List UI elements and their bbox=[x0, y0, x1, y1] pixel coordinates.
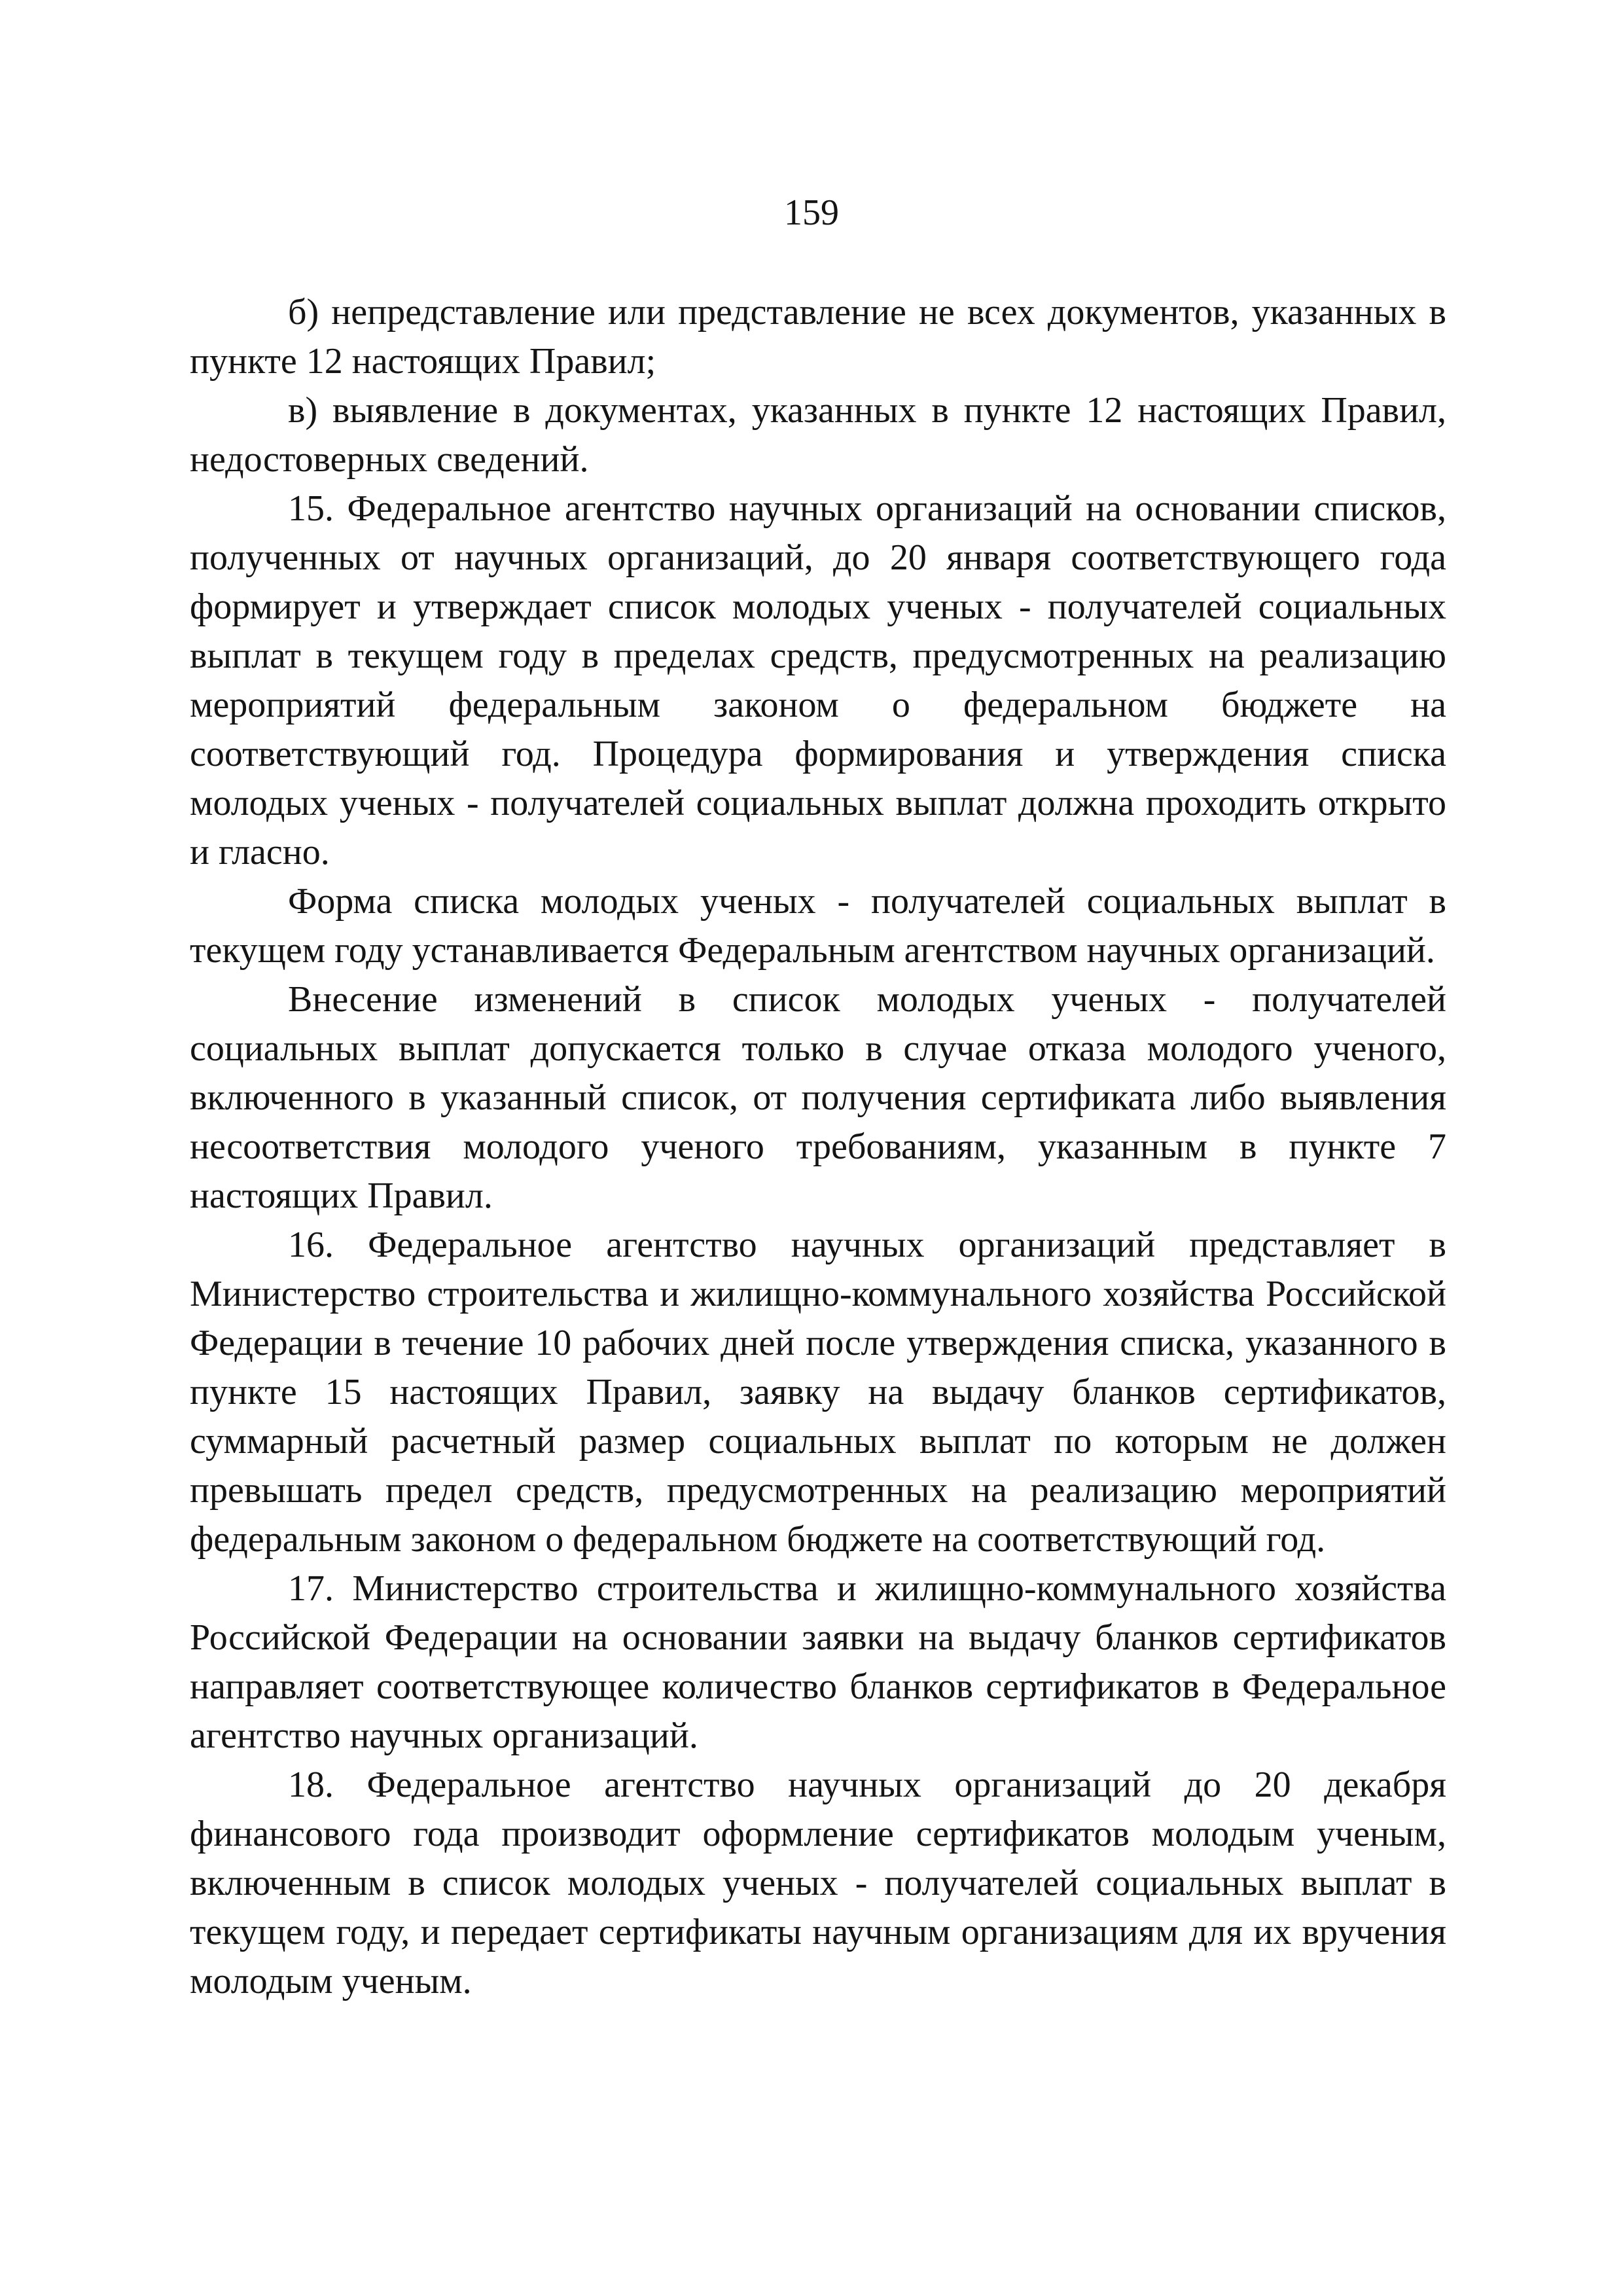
paragraph-item-v: в) выявление в документах, указанных в пункте 12 настоящих Правил, недостоверных сведений. bbox=[190, 390, 1446, 480]
page-number: 159 bbox=[784, 192, 839, 233]
paragraph-list-changes: Внесение изменений в список молодых ученых - получателей социальных выплат допускается только в случае отказа молодого ученого, включенного в указанный список, от получения сертификата либо выявления несоответствия молодого ученого требованиям, указанным в пункте 7 настоящих Правил. bbox=[190, 979, 1446, 1216]
paragraph-clause-16: 16. Федеральное агентство научных организаций представляет в Министерство строительства и жилищно-коммунального хозяйства Российской Федерации в течение 10 рабочих дней после утверждения списка, указанного в пункте 15 настоящих Правил, заявку на выдачу бланков сертификатов, суммарный расчетный размер социальных выплат по которым не должен превышать предел средств, предусмотренных на реализацию мероприятий федеральным законом о федеральном бюджете на соответствующий год. bbox=[190, 1225, 1446, 1560]
paragraph-item-b: б) непредставление или представление не всех документов, указанных в пункте 12 настоящих Правил; bbox=[190, 292, 1446, 382]
paragraph-list-form: Форма списка молодых ученых - получателей социальных выплат в текущем году устанавливается Федеральным агентством научных организаций. bbox=[190, 881, 1446, 971]
document-body bbox=[190, 288, 1446, 2006]
paragraph-clause-17: 17. Министерство строительства и жилищно-коммунального хозяйства Российской Федерации на основании заявки на выдачу бланков сертификатов направляет соответствующее количество бланков сертификатов в Федеральное агентство научных организаций. bbox=[190, 1568, 1446, 1756]
paragraph-clause-15: 15. Федеральное агентство научных организаций на основании списков, полученных от научных организаций, до 20 января соответствующего года формирует и утверждает список молодых ученых - получателей социальных выплат в текущем году в пределах средств, предусмотренных на реализацию мероприятий федеральным законом о федеральном бюджете на соответствующий год. Процедура формирования и утверждения списка молодых ученых - получателей социальных выплат должна проходить открыто и гласно. bbox=[190, 488, 1446, 872]
paragraph-clause-18: 18. Федеральное агентство научных организаций до 20 декабря финансового года производит оформление сертификатов молодым ученым, включенным в список молодых ученых - получателей социальных выплат в текущем году, и передает сертификаты научным организациям для их вручения молодым ученым. bbox=[190, 1765, 1446, 2001]
